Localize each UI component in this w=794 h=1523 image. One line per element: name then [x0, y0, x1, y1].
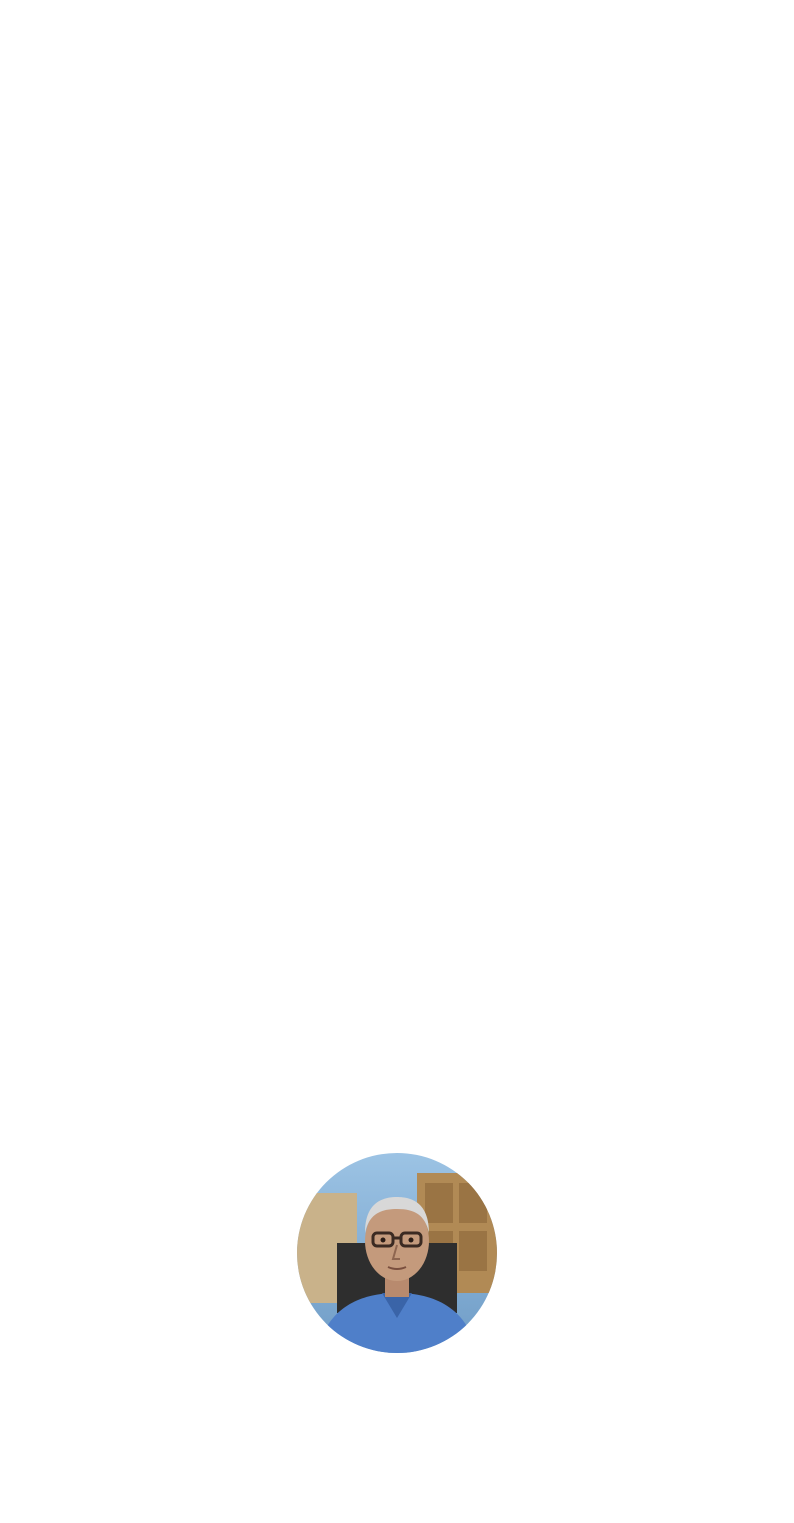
package-line — [8, 26, 788, 60]
avatar — [297, 1153, 497, 1353]
section-heading — [8, 0, 788, 26]
person-portrait-icon — [297, 1153, 497, 1353]
code-area — [8, 0, 788, 108]
